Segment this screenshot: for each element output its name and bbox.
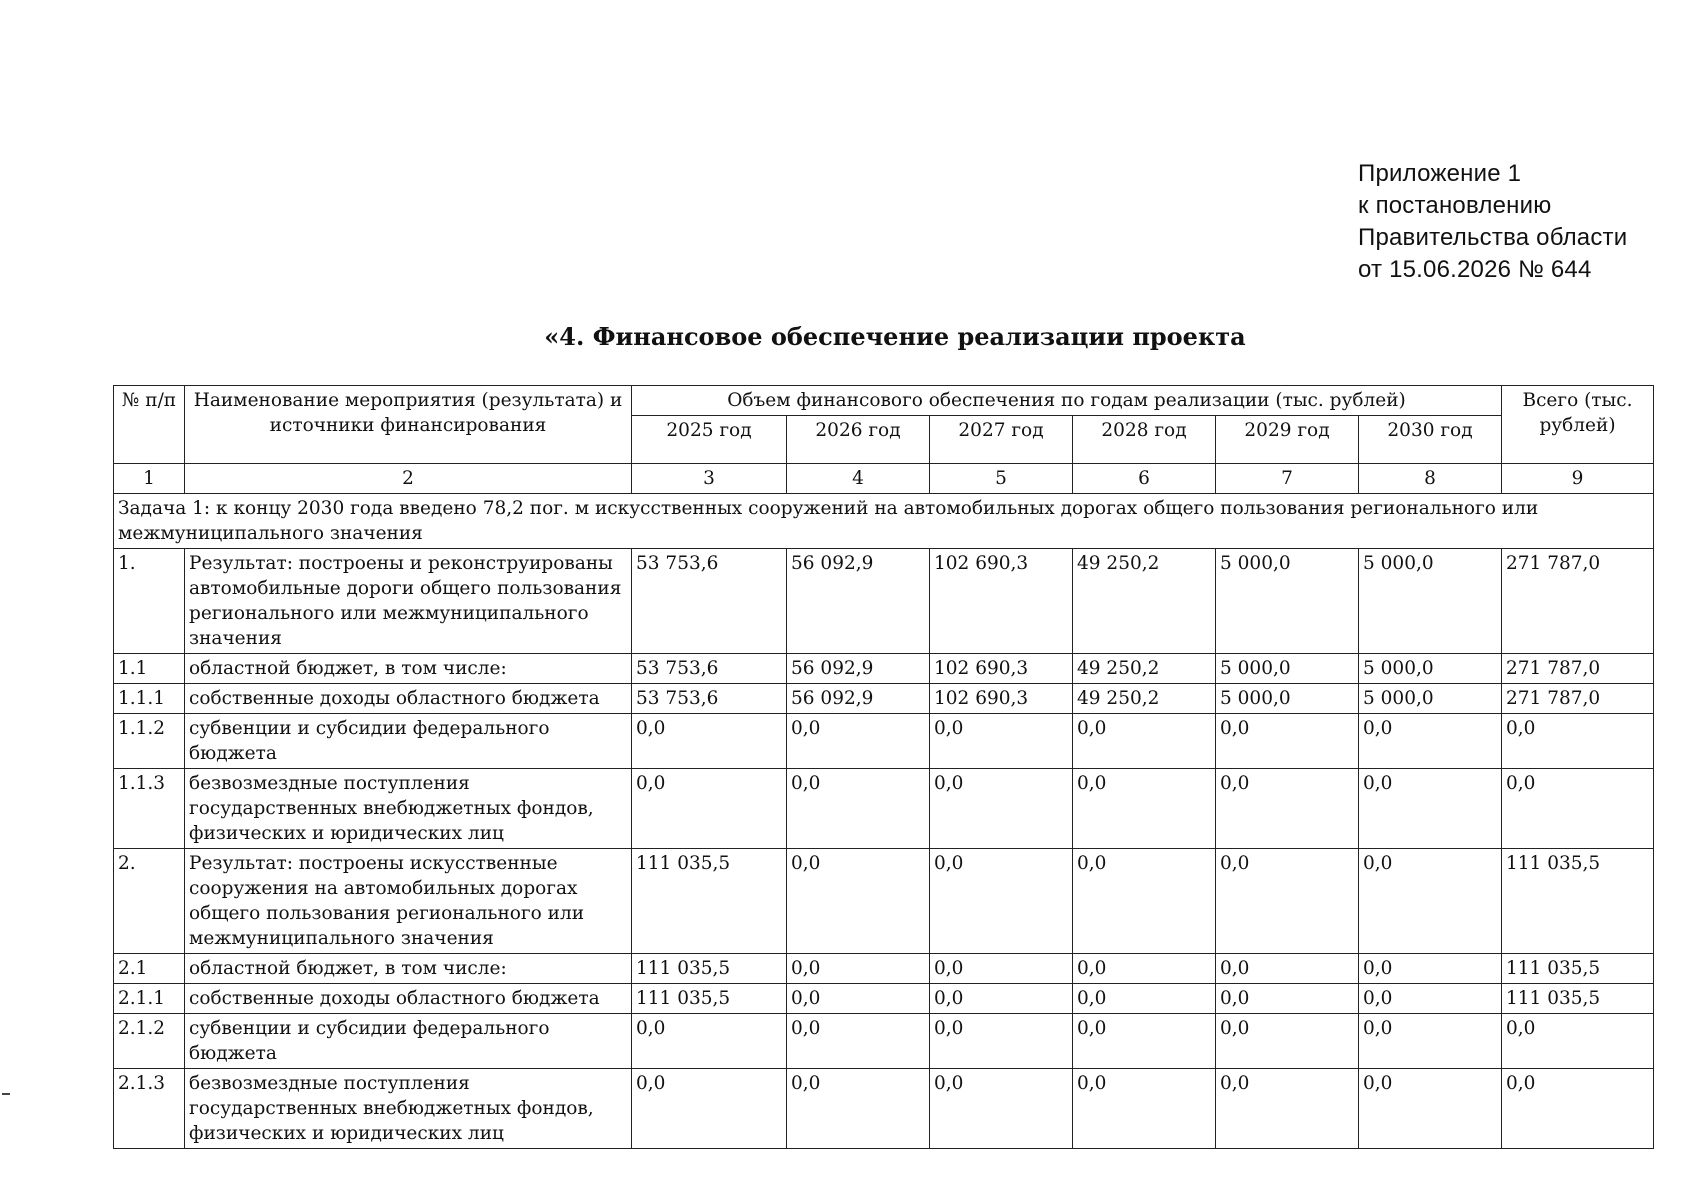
- value-2029: 0,0: [1216, 954, 1359, 984]
- value-2028: 0,0: [1073, 1014, 1216, 1069]
- value-2029: 0,0: [1216, 1014, 1359, 1069]
- appendix-line-4: от 15.06.2026 № 644: [1358, 256, 1592, 283]
- column-number-row: [114, 464, 1654, 494]
- header-year-2026: 2026 год: [787, 416, 930, 464]
- row-name: Результат: построены и реконструированы автомобильные дороги общего пользования регионального или межмуниципального значения: [185, 549, 632, 654]
- table-row: [114, 954, 1654, 984]
- row-name: областной бюджет, в том числе:: [185, 954, 632, 984]
- value-2030: 5 000,0: [1359, 654, 1502, 684]
- row-num: 1.1.1: [114, 684, 185, 714]
- value-2027: 0,0: [930, 954, 1073, 984]
- value-2027: 0,0: [930, 984, 1073, 1014]
- value-2025: 111 035,5: [632, 954, 787, 984]
- value-2030: 5 000,0: [1359, 684, 1502, 714]
- value-2028: 0,0: [1073, 984, 1216, 1014]
- header-total: Всего (тыс. рублей): [1502, 386, 1654, 464]
- column-number: 7: [1216, 464, 1359, 494]
- row-name: Результат: построены искусственные сооружения на автомобильных дорогах общего пользования регионального или межмуниципального значения: [185, 849, 632, 954]
- header-year-2025: 2025 год: [632, 416, 787, 464]
- value-2029: 5 000,0: [1216, 654, 1359, 684]
- header-name: Наименование мероприятия (результата) и источники финансирования: [185, 386, 632, 464]
- appendix-line-2: к постановлению: [1358, 192, 1552, 219]
- value-2030: 5 000,0: [1359, 549, 1502, 654]
- value-2028: 0,0: [1073, 1069, 1216, 1149]
- data-rows: [114, 549, 1654, 1149]
- value-2026: 0,0: [787, 1014, 930, 1069]
- table-row: [114, 984, 1654, 1014]
- header-year-2030: 2030 год: [1359, 416, 1502, 464]
- value-2029: 5 000,0: [1216, 684, 1359, 714]
- row-num: 2.1: [114, 954, 185, 984]
- header-year-2027: 2027 год: [930, 416, 1073, 464]
- value-2025: 0,0: [632, 769, 787, 849]
- row-num: 2.: [114, 849, 185, 954]
- value-2028: 49 250,2: [1073, 549, 1216, 654]
- column-number: 5: [930, 464, 1073, 494]
- row-name: безвозмездные поступления государственных внебюджетных фондов, физических и юридических лиц: [185, 1069, 632, 1149]
- scan-mark: [2, 1093, 10, 1095]
- value-2028: 49 250,2: [1073, 654, 1216, 684]
- value-2025: 111 035,5: [632, 849, 787, 954]
- row-name: собственные доходы областного бюджета: [185, 684, 632, 714]
- table-row: [114, 769, 1654, 849]
- value-2030: 0,0: [1359, 1014, 1502, 1069]
- value-2027: 102 690,3: [930, 654, 1073, 684]
- value-2026: 56 092,9: [787, 684, 930, 714]
- column-number: 8: [1359, 464, 1502, 494]
- header-year-2028: 2028 год: [1073, 416, 1216, 464]
- task-text: Задача 1: к концу 2030 года введено 78,2 пог. м искусственных сооружений на автомобильных дорогах общего пользования регионального или межмуниципального значения: [114, 494, 1654, 549]
- header-volume: Объем финансового обеспечения по годам реализации (тыс. рублей): [632, 386, 1502, 416]
- table-row: [114, 1014, 1654, 1069]
- value-2026: 56 092,9: [787, 654, 930, 684]
- column-number: 6: [1073, 464, 1216, 494]
- value-2027: 102 690,3: [930, 549, 1073, 654]
- value-2030: 0,0: [1359, 849, 1502, 954]
- value-2025: 53 753,6: [632, 654, 787, 684]
- value-2025: 53 753,6: [632, 684, 787, 714]
- value-2029: 0,0: [1216, 714, 1359, 769]
- header-year-2029: 2029 год: [1216, 416, 1359, 464]
- page-title: «4. Финансовое обеспечение реализации проекта: [544, 322, 1246, 351]
- row-num: 2.1.2: [114, 1014, 185, 1069]
- value-2028: 0,0: [1073, 849, 1216, 954]
- value-2030: 0,0: [1359, 984, 1502, 1014]
- value-total: 111 035,5: [1502, 984, 1654, 1014]
- table-row: [114, 549, 1654, 654]
- value-2026: 0,0: [787, 1069, 930, 1149]
- value-2026: 0,0: [787, 714, 930, 769]
- task-row: [114, 494, 1654, 549]
- value-2025: 0,0: [632, 1069, 787, 1149]
- row-name: безвозмездные поступления государственных внебюджетных фондов, физических и юридических лиц: [185, 769, 632, 849]
- value-2027: 0,0: [930, 1069, 1073, 1149]
- table-row: [114, 654, 1654, 684]
- row-num: 1.1.3: [114, 769, 185, 849]
- value-2027: 0,0: [930, 769, 1073, 849]
- value-2028: 0,0: [1073, 954, 1216, 984]
- table-row: [114, 714, 1654, 769]
- value-2025: 0,0: [632, 714, 787, 769]
- value-2026: 0,0: [787, 954, 930, 984]
- table-row: [114, 684, 1654, 714]
- value-2026: 0,0: [787, 849, 930, 954]
- value-2029: 0,0: [1216, 1069, 1359, 1149]
- value-2027: 0,0: [930, 714, 1073, 769]
- row-name: субвенции и субсидии федерального бюджета: [185, 714, 632, 769]
- row-name: собственные доходы областного бюджета: [185, 984, 632, 1014]
- value-2027: 102 690,3: [930, 684, 1073, 714]
- row-num: 2.1.1: [114, 984, 185, 1014]
- table-row: [114, 1069, 1654, 1149]
- value-2028: 49 250,2: [1073, 684, 1216, 714]
- column-number: 9: [1502, 464, 1654, 494]
- value-2028: 0,0: [1073, 769, 1216, 849]
- value-2025: 53 753,6: [632, 549, 787, 654]
- value-2026: 0,0: [787, 984, 930, 1014]
- value-2030: 0,0: [1359, 954, 1502, 984]
- value-2029: 0,0: [1216, 984, 1359, 1014]
- value-2030: 0,0: [1359, 769, 1502, 849]
- value-total: 0,0: [1502, 1014, 1654, 1069]
- value-2029: 0,0: [1216, 849, 1359, 954]
- value-total: 271 787,0: [1502, 654, 1654, 684]
- appendix-block: [1358, 158, 1627, 286]
- appendix-line-3: Правительства области: [1358, 224, 1628, 251]
- financing-table: [113, 385, 1654, 1149]
- column-number: 3: [632, 464, 787, 494]
- appendix-line-1: Приложение 1: [1358, 160, 1522, 187]
- header-num: № п/п: [114, 386, 185, 464]
- column-number: 2: [185, 464, 632, 494]
- value-total: 0,0: [1502, 714, 1654, 769]
- value-total: 0,0: [1502, 769, 1654, 849]
- table-row: [114, 849, 1654, 954]
- value-2029: 0,0: [1216, 769, 1359, 849]
- value-total: 0,0: [1502, 1069, 1654, 1149]
- value-2028: 0,0: [1073, 714, 1216, 769]
- value-2025: 111 035,5: [632, 984, 787, 1014]
- value-total: 271 787,0: [1502, 684, 1654, 714]
- value-2029: 5 000,0: [1216, 549, 1359, 654]
- value-total: 271 787,0: [1502, 549, 1654, 654]
- value-total: 111 035,5: [1502, 954, 1654, 984]
- row-num: 1.1.2: [114, 714, 185, 769]
- value-2030: 0,0: [1359, 714, 1502, 769]
- row-num: 2.1.3: [114, 1069, 185, 1149]
- value-2025: 0,0: [632, 1014, 787, 1069]
- value-2026: 56 092,9: [787, 549, 930, 654]
- value-2027: 0,0: [930, 849, 1073, 954]
- column-number: 4: [787, 464, 930, 494]
- value-2027: 0,0: [930, 1014, 1073, 1069]
- row-name: областной бюджет, в том числе:: [185, 654, 632, 684]
- row-name: субвенции и субсидии федерального бюджета: [185, 1014, 632, 1069]
- value-2026: 0,0: [787, 769, 930, 849]
- row-num: 1.1: [114, 654, 185, 684]
- value-total: 111 035,5: [1502, 849, 1654, 954]
- value-2030: 0,0: [1359, 1069, 1502, 1149]
- column-number: 1: [114, 464, 185, 494]
- row-num: 1.: [114, 549, 185, 654]
